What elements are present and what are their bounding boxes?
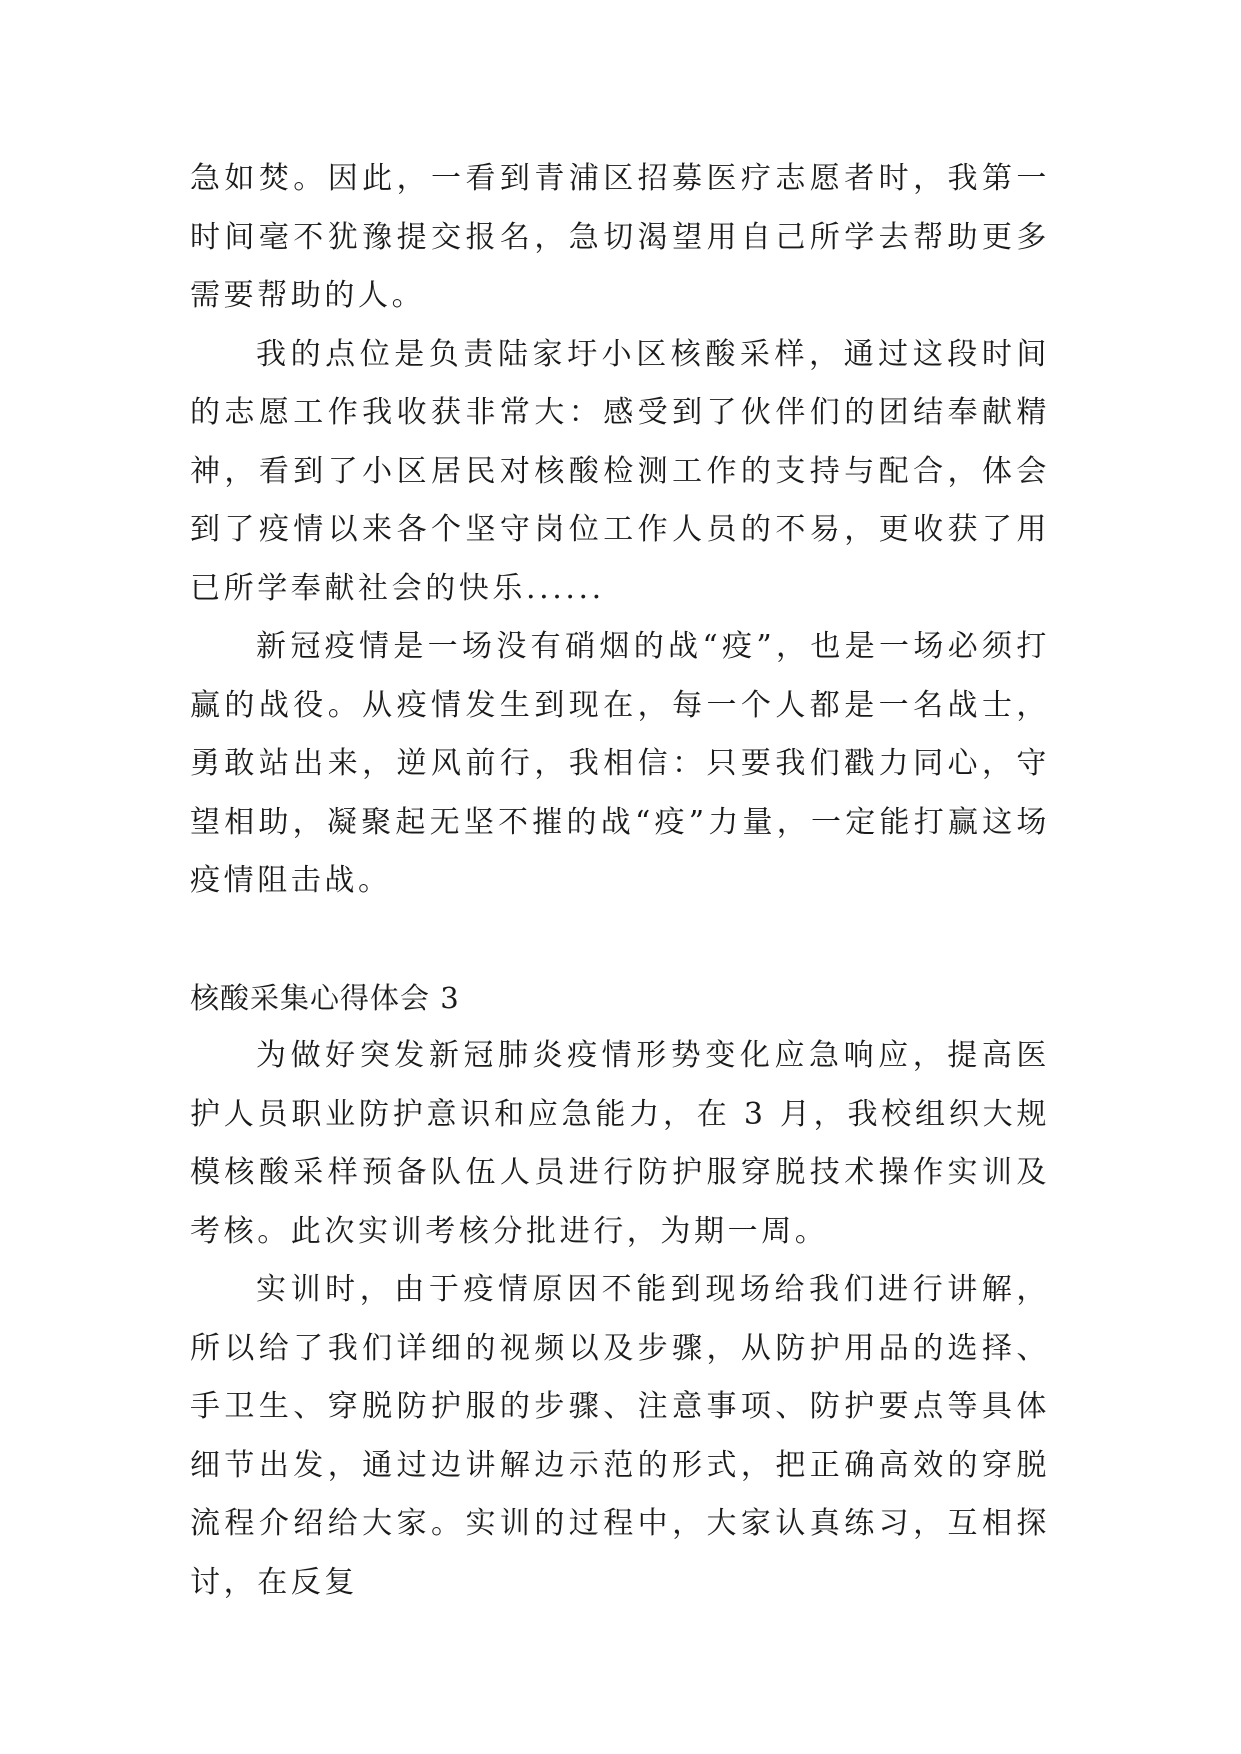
- paragraph-training-intro: 为做好突发新冠肺炎疫情形势变化应急响应，提高医护人员职业防护意识和应急能力，在 3 月，我校组织大规模核酸采样预备队伍人员进行防护服穿脱技术操作实训及考核。此次实训考核分批进行，为期一周。: [190, 1038, 1050, 1249]
- paragraph-fight-epidemic: 新冠疫情是一场没有硝烟的战“疫”，也是一场必须打赢的战役。从疫情发生到现在，每一个人都是一名战士，勇敢站出来，逆风前行，我相信：只要我们戳力同心，守望相助，凝聚起无坚不摧的战“疫”力量，一定能打赢这场疫情阻击战。: [190, 629, 1050, 898]
- section-heading: 核酸采集心得体会 3: [190, 980, 460, 1015]
- paragraph-continued: 急如焚。因此，一看到青浦区招募医疗志愿者时，我第一时间毫不犹豫提交报名，急切渴望用自己所学去帮助更多需要帮助的人。: [190, 161, 1050, 313]
- section-gap: [190, 911, 1050, 969]
- paragraph-volunteer-experience: 我的点位是负责陆家圩小区核酸采样，通过这段时间的志愿工作我收获非常大：感受到了伙伴们的团结奉献精神，看到了小区居民对核酸检测工作的支持与配合，体会到了疫情以来各个坚守岗位工作人员的不易，更收获了用已所学奉献社会的快乐......: [190, 336, 1050, 606]
- paragraph-training-details: 实训时，由于疫情原因不能到现场给我们进行讲解，所以给了我们详细的视频以及步骤，从防护用品的选择、手卫生、穿脱防护服的步骤、注意事项、防护要点等具体细节出发，通过边讲解边示范的形式，把正确高效的穿脱流程介绍给大家。实训的过程中，大家认真练习，互相探讨，在反复: [190, 1272, 1050, 1600]
- document-body: [190, 150, 1050, 1612]
